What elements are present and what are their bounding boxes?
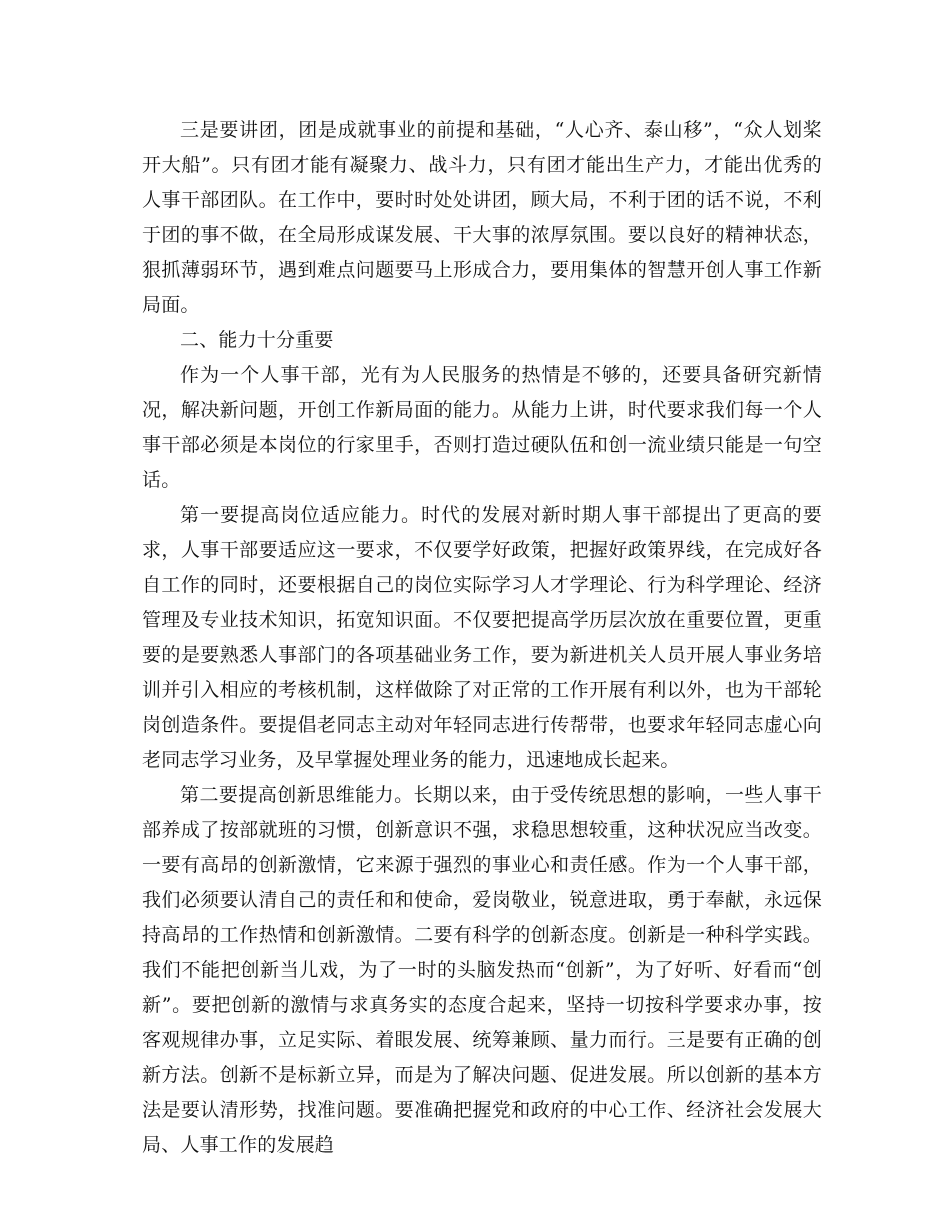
document-body [142, 113, 822, 1163]
section-heading-ability: 二、能力十分重要 [180, 329, 334, 351]
paragraph-post-adaptability: 第一要提高岗位适应能力。时代的发展对新时期人事干部提出了更高的要求，人事干部要适应这一要求，不仅要学好政策，把握好政策界线，在完成好各自工作的同时，还要根据自己的岗位实际学习人才学理论、行为科学理论、经济管理及专业技术知识，拓宽知识面。不仅要把提高学历层次放在重要位置，更重要的是要熟悉人事部门的各项基础业务工作，要为新进机关人员开展人事业务培训并引入相应的考核机制，这样做除了对正常的工作开展有利以外，也为干部轮岗创造条件。要提倡老同志主动对年轻同志进行传帮带，也要求年轻同志虚心向老同志学习业务，及早掌握处理业务的能力，迅速地成长起来。 [142, 504, 822, 771]
paragraph-innovative-thinking: 第二要提高创新思维能力。长期以来，由于受传统思想的影响，一些人事干部养成了按部就班的习惯，创新意识不强，求稳思想较重，这种状况应当改变。一要有高昂的创新激情，它来源于强烈的事业心和责任感。作为一个人事干部，我们必须要认清自己的责任和和使命，爱岗敬业，锐意进取，勇于奉献，永远保持高昂的工作热情和创新激情。二要有科学的创新态度。创新是一种科学实践。我们不能把创新当儿戏，为了一时的头脑发热而“创新”，为了好听、好看而“创新”。要把创新的激情与求真务实的态度合起来，坚持一切按科学要求办事，按客观规律办事，立足实际、着眼发展、统筹兼顾、量力而行。三是要有正确的创新方法。创新不是标新立异，而是为了解决问题、促进发展。所以创新的基本方法是要认清形势，找准问题。要准确把握党和政府的中心工作、经济社会发展大局、人事工作的发展趋 [142, 784, 822, 1156]
paragraph-ability-intro: 作为一个人事干部，光有为人民服务的热情是不够的，还要具备研究新情况，解决新问题，开创工作新局面的能力。从能力上讲，时代要求我们每一个人事干部必须是本岗位的行家里手，否则打造过硬队伍和创一流业绩只能是一句空话。 [142, 364, 822, 491]
paragraph-unity: 三是要讲团，团是成就事业的前提和基础，“人心齐、泰山移”，“众人划桨开大船”。只有团才能有凝聚力、战斗力，只有团才能出生产力，才能出优秀的人事干部团队。在工作中，要时时处处讲团，顾大局，不利于团的话不说，不利于团的事不做，在全局形成谋发展、干大事的浓厚氛围。要以良好的精神状态，狠抓薄弱环节，遇到难点问题要马上形成合力，要用集体的智慧开创人事工作新局面。 [142, 119, 822, 316]
